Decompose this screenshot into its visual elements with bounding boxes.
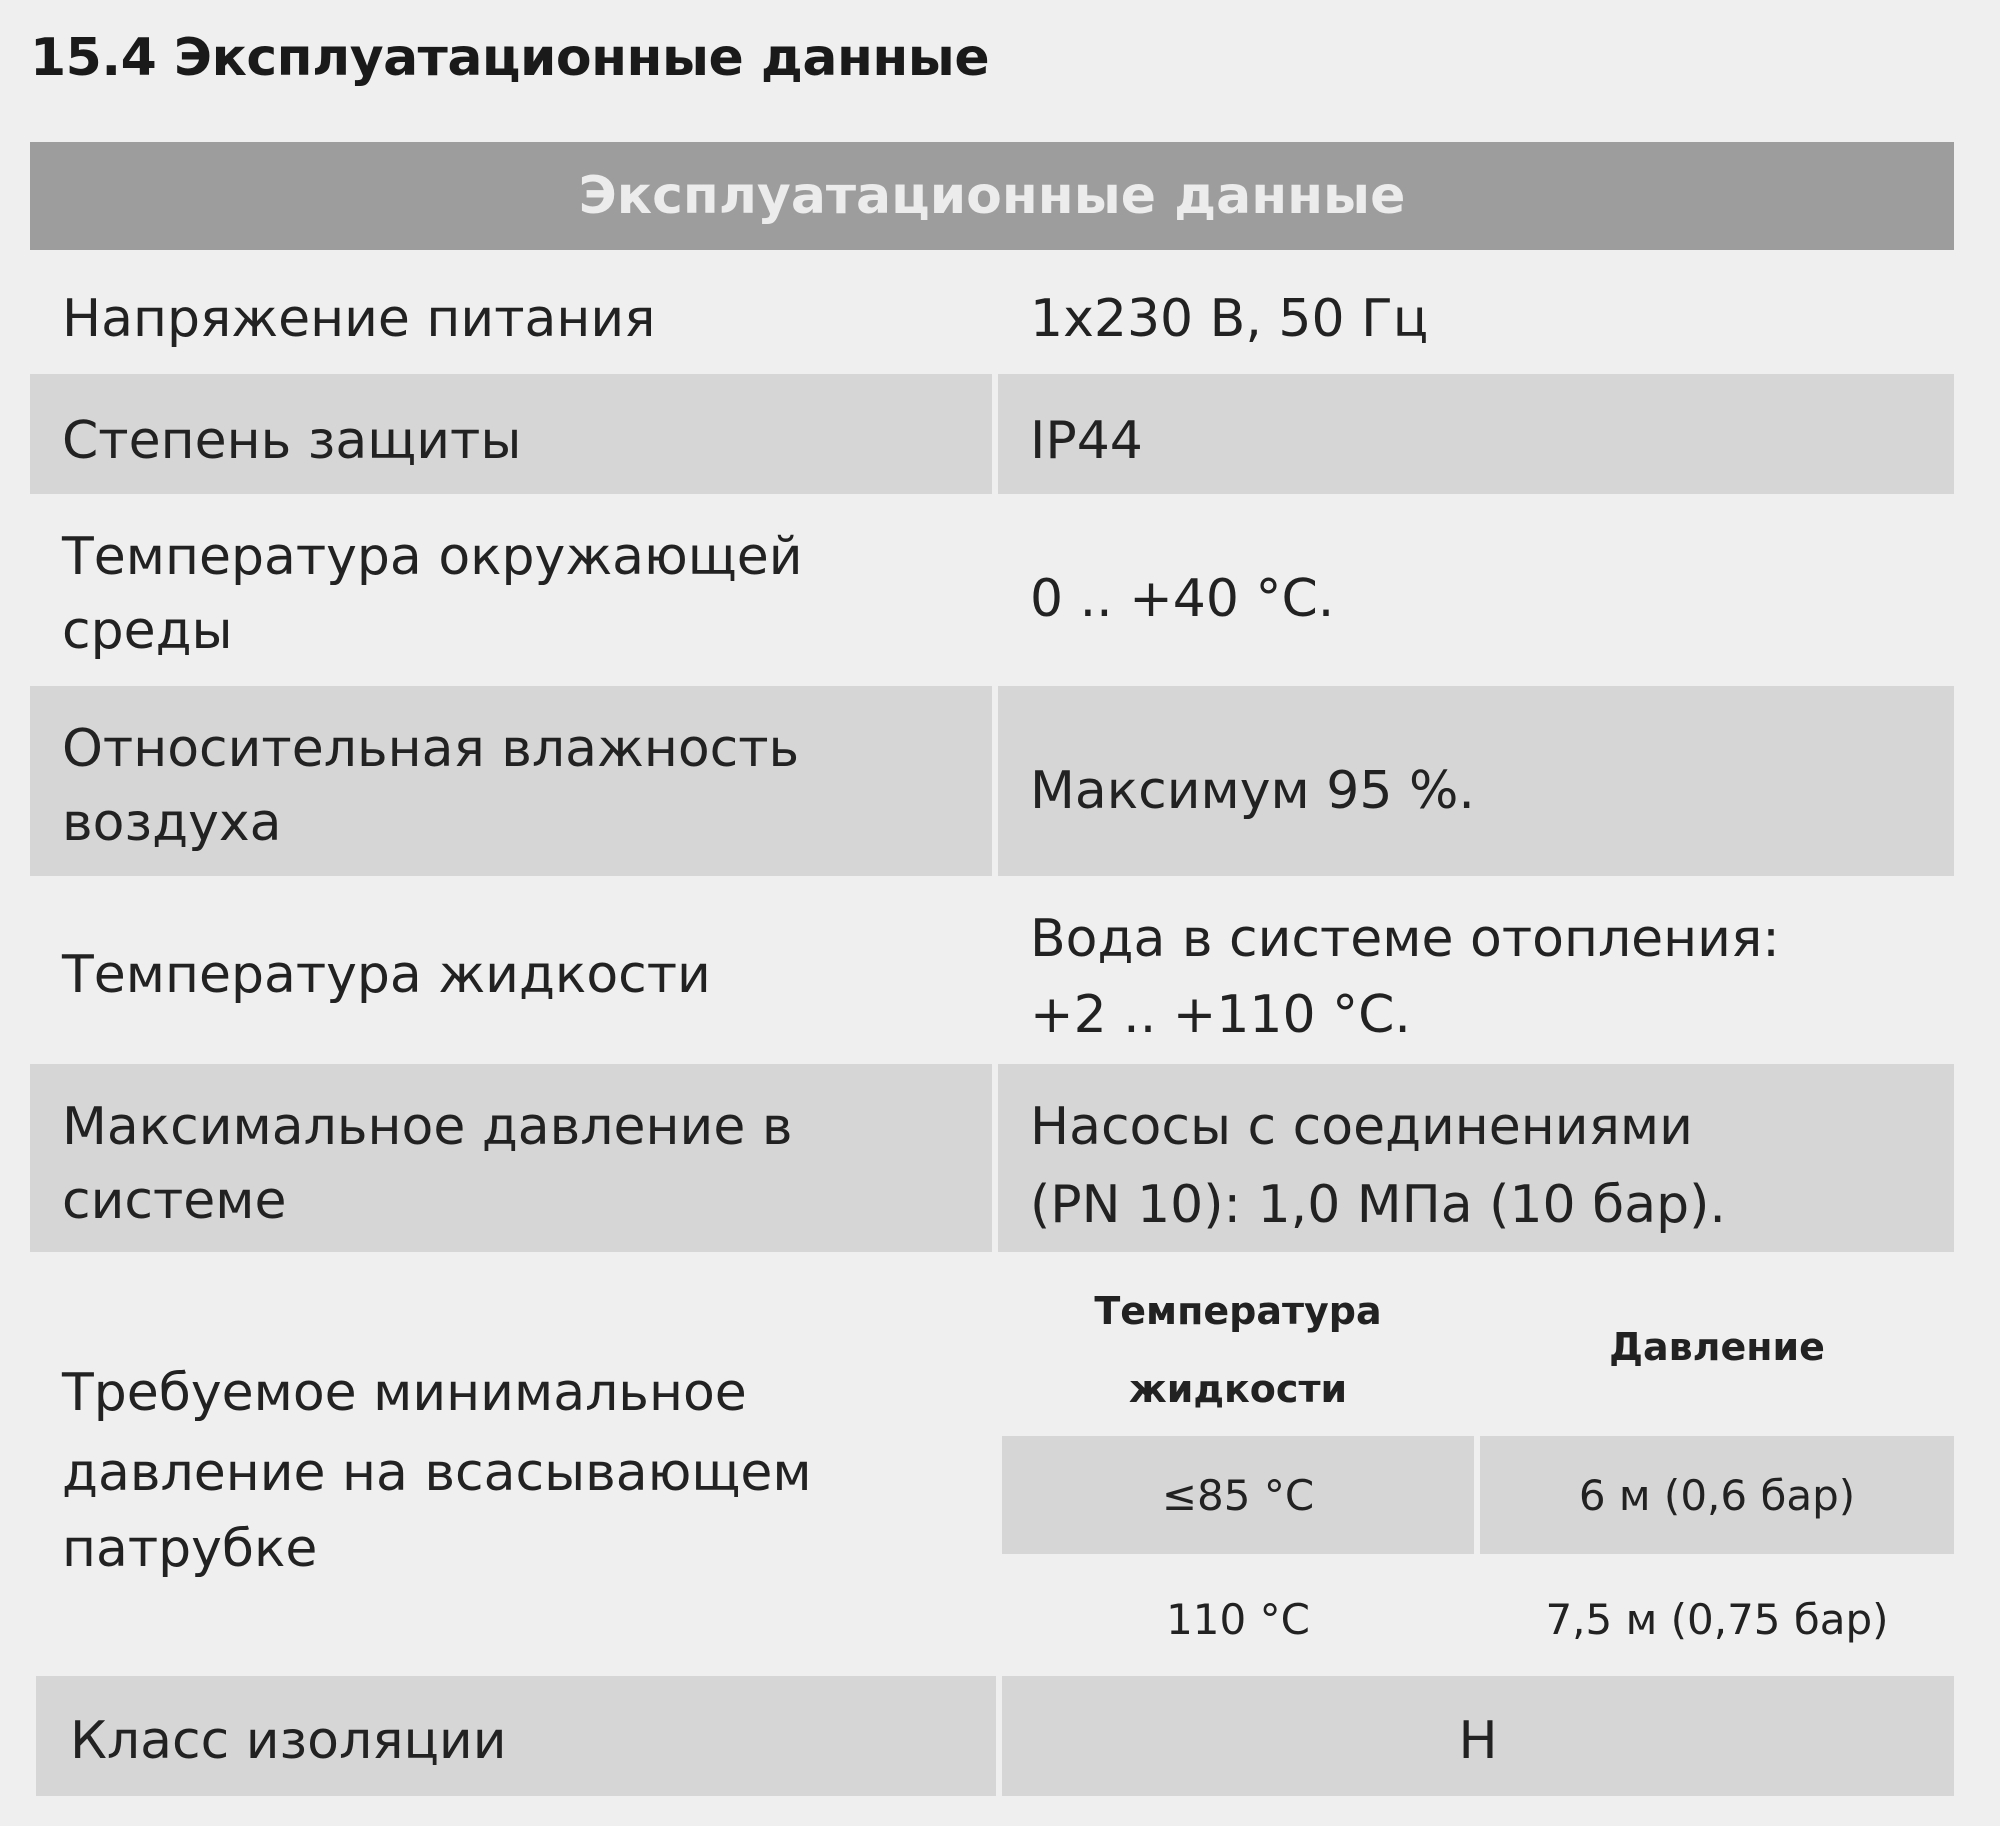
row-value-max-pressure-line1: Насосы с соединениями [1030, 1097, 1693, 1157]
row-label-humidity-line1: Относительная влажность [62, 719, 800, 779]
subtable-header-temp-line1: Температура [1094, 1289, 1382, 1333]
row-label-max-pressure-line2: системе [62, 1171, 287, 1231]
subtable-cell-pressure-110: 7,5 м (0,75 бар) [1545, 1594, 1889, 1644]
row-label-max-pressure-line1: Максимальное давление в [62, 1097, 793, 1157]
subtable-header-pressure: Давление [1609, 1325, 1825, 1369]
row-label-protection: Степень защиты [62, 411, 522, 471]
row-value-liquid-temp-line2: +2 .. +110 °C. [1030, 985, 1411, 1045]
row-label-insulation: Класс изоляции [70, 1711, 507, 1771]
row-label-humidity-line2: воздуха [62, 793, 282, 853]
row-label-min-suction-line1: Требуемое минимальное [62, 1363, 747, 1423]
row-value-insulation: H [1458, 1711, 1498, 1771]
subtable-header-temp-line2: жидкости [1128, 1367, 1348, 1411]
section-title: 15.4 Эксплуатационные данные [30, 28, 990, 88]
row-label-min-suction-line2: давление на всасывающем [62, 1443, 812, 1503]
row-value-protection: IP44 [1030, 411, 1143, 471]
row-value-max-pressure-line2: (PN 10): 1,0 МПа (10 бар). [1030, 1175, 1726, 1235]
subtable-cell-temp-85: ≤85 °C [1161, 1470, 1315, 1520]
row-label-supply-voltage: Напряжение питания [62, 289, 656, 349]
row-label-liquid-temp: Температура жидкости [62, 945, 711, 1005]
subtable-cell-temp-110: 110 °C [1166, 1594, 1310, 1644]
subtable-cell-pressure-85: 6 м (0,6 бар) [1578, 1470, 1856, 1520]
row-label-min-suction-line3: патрубке [62, 1519, 318, 1579]
row-value-ambient-temp: 0 .. +40 °C. [1030, 569, 1335, 629]
row-value-supply-voltage: 1x230 В, 50 Гц [1030, 289, 1429, 349]
row-label-ambient-temp-line1: Температура окружающей [62, 527, 803, 587]
table-header-title: Эксплуатационные данные [578, 166, 1406, 226]
row-label-ambient-temp-line2: среды [62, 601, 233, 661]
row-value-liquid-temp-line1: Вода в системе отопления: [1030, 909, 1780, 969]
table-header-bar [30, 142, 1954, 250]
row-value-humidity: Максимум 95 %. [1030, 761, 1475, 821]
